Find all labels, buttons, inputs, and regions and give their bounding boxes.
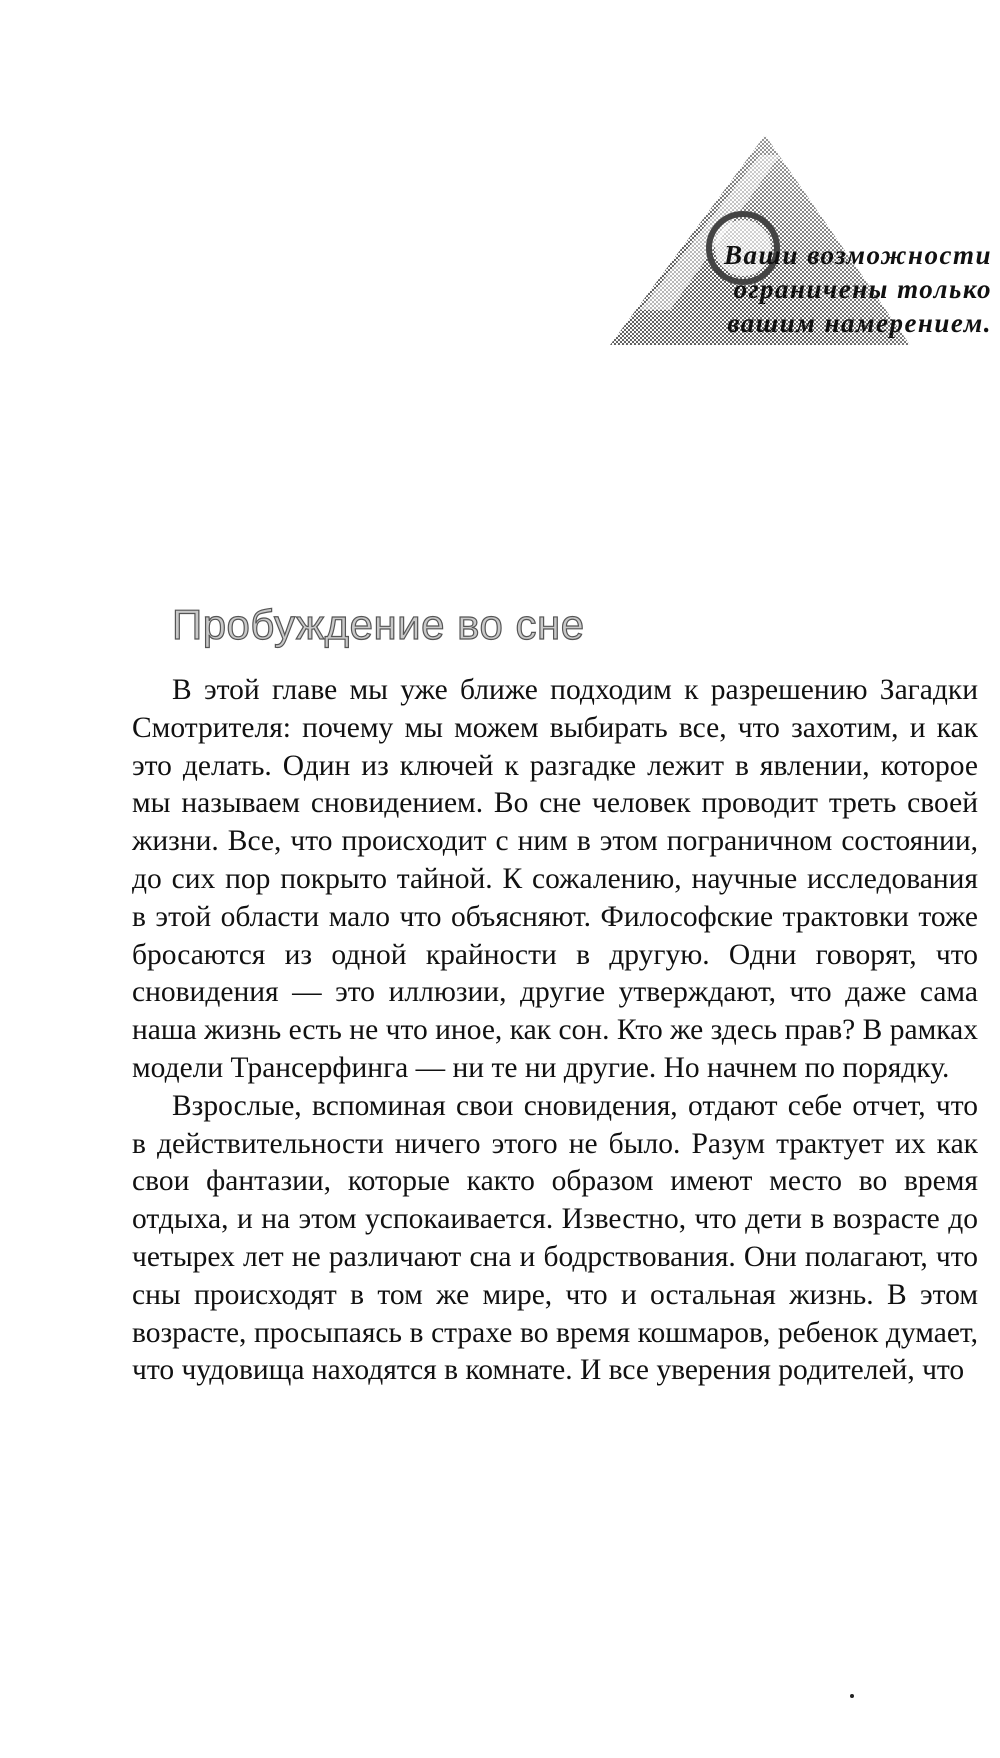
- page-speck: [850, 1694, 854, 1698]
- paragraph: Взрослые, вспоминая свои сновидения, отдают себе отчет, что в действительности ничего этого не было. Разум трактует их как свои фантазии, которые както образом имеют место во время отдыха, и на этом успокаивается. Известно, что дети в возрасте до четырех лет не различают сна и бодрствования. Они полагают, что сны происходят в том же мире, что и остальная жизнь. В этом возрасте, просыпаясь в страхе во время кошмаров, ребенок думает, что чудовища находятся в комнате. И все уверения родителей, что: [132, 1089, 978, 1387]
- epigraph-line: Ваши возможности: [723, 240, 992, 270]
- epigraph: [672, 238, 992, 340]
- epigraph-line: вашим намерением.: [727, 308, 992, 338]
- paragraph: В этой главе мы уже ближе подходим к разрешению Загадки Смотрителя: почему мы можем выбирать все, что захотим, и как это делать. Один из ключей к разгадке лежит в явлении, которое мы называем сновидением. Во сне человек проводит треть своей жизни. Все, что происходит с ним в этом пограничном состоянии, до сих пор покрыто тайной. К сожалению, научные исследования в этой области мало что объясняют. Философские трактовки тоже бросаются из одной крайности в другую. Одни говорят, что сновидения — это иллюзии, другие утверждают, что даже сама наша жизнь есть не что иное, как сон. Кто же здесь прав? В рамках модели Трансерфинга — ни те ни другие. Но начнем по порядку.: [132, 674, 978, 1084]
- epigraph-line: ограничены только: [733, 274, 992, 304]
- chapter-title: Пробуждение во сне: [172, 601, 585, 648]
- chapter-body: [132, 672, 978, 1390]
